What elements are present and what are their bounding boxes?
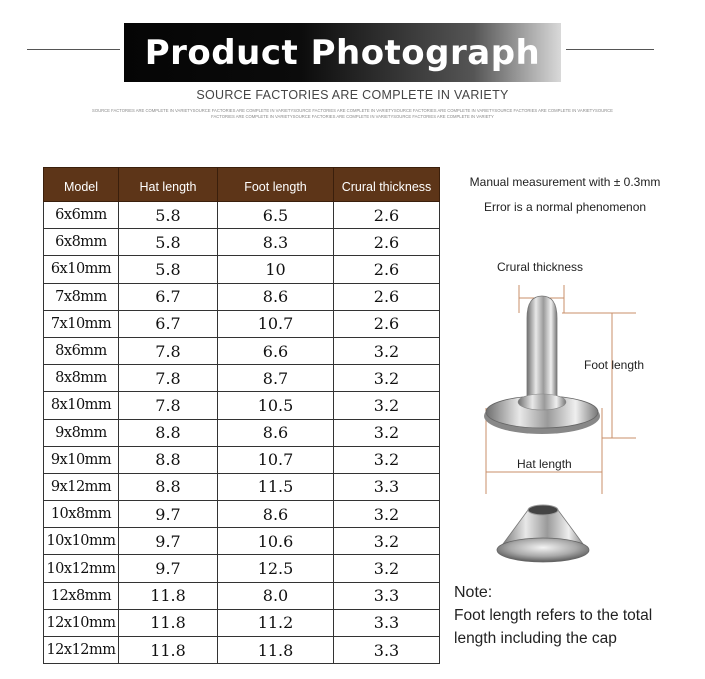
cell-crural-thickness: 2.6 bbox=[334, 256, 440, 283]
cell-foot-length: 10.5 bbox=[218, 392, 334, 419]
cell-crural-thickness: 2.6 bbox=[334, 283, 440, 310]
table-row bbox=[44, 582, 440, 609]
cell-hat-length: 11.8 bbox=[119, 609, 218, 636]
cell-model: 12x10mm bbox=[44, 609, 119, 636]
table-row bbox=[44, 555, 440, 582]
cell-hat-length: 5.8 bbox=[119, 202, 218, 229]
measurement-note-line-1: Manual measurement with ± 0.3mm bbox=[469, 175, 661, 189]
cell-model: 9x12mm bbox=[44, 473, 119, 500]
cell-model: 7x8mm bbox=[44, 283, 119, 310]
cell-crural-thickness: 2.6 bbox=[334, 229, 440, 256]
cell-model: 10x8mm bbox=[44, 501, 119, 528]
cell-crural-thickness: 3.2 bbox=[334, 337, 440, 364]
cell-hat-length: 8.8 bbox=[119, 446, 218, 473]
page-title: Product Photograph bbox=[144, 32, 541, 73]
cell-model: 12x12mm bbox=[44, 637, 119, 664]
hat-length-label: Hat length bbox=[517, 457, 572, 471]
table-header-row bbox=[44, 168, 440, 202]
table-row bbox=[44, 256, 440, 283]
table-row bbox=[44, 609, 440, 636]
title-rule-left bbox=[27, 49, 120, 50]
cell-foot-length: 8.6 bbox=[218, 283, 334, 310]
cell-foot-length: 10.6 bbox=[218, 528, 334, 555]
fine-print-line-1: SOURCE FACTORIES ARE COMPLETE IN VARIETYSOURCE FACTORIES ARE COMPLETE IN VARIETYSOURCE FACTORIES ARE COMPLETE IN VARIETYSOURCE FACTORIES ARE COMPLETE IN VARIETYSOURCE FACTORIES ARE COMPLETE IN VARIETYSOURCE bbox=[92, 108, 613, 113]
cell-hat-length: 8.8 bbox=[119, 473, 218, 500]
fine-print-line-2: FACTORIES ARE COMPLETE IN VARIETYSOURCE FACTORIES ARE COMPLETE IN VARIETYSOURCE FACTORIES ARE COMPLETE IN VARIETY bbox=[211, 114, 494, 119]
subtitle: SOURCE FACTORIES ARE COMPLETE IN VARIETY bbox=[196, 88, 509, 102]
cell-foot-length: 8.7 bbox=[218, 365, 334, 392]
cell-crural-thickness: 2.6 bbox=[334, 310, 440, 337]
cell-hat-length: 8.8 bbox=[119, 419, 218, 446]
column-header-crural-thickness: Crural thickness bbox=[334, 168, 440, 202]
cell-foot-length: 6.5 bbox=[218, 202, 334, 229]
crural-thickness-label: Crural thickness bbox=[497, 260, 584, 274]
cell-hat-length: 7.8 bbox=[119, 365, 218, 392]
column-header-model: Model bbox=[44, 168, 119, 202]
cell-hat-length: 11.8 bbox=[119, 637, 218, 664]
cell-hat-length: 7.8 bbox=[119, 392, 218, 419]
cell-foot-length: 10 bbox=[218, 256, 334, 283]
cell-foot-length: 12.5 bbox=[218, 555, 334, 582]
cell-model: 8x8mm bbox=[44, 365, 119, 392]
cell-foot-length: 11.2 bbox=[218, 609, 334, 636]
cell-hat-length: 9.7 bbox=[119, 528, 218, 555]
cell-crural-thickness: 3.2 bbox=[334, 528, 440, 555]
cell-model: 8x6mm bbox=[44, 337, 119, 364]
spec-table bbox=[43, 167, 440, 664]
table-row bbox=[44, 473, 440, 500]
cell-hat-length: 7.8 bbox=[119, 337, 218, 364]
cell-crural-thickness: 3.3 bbox=[334, 609, 440, 636]
column-header-hat-length: Hat length bbox=[119, 168, 218, 202]
table-row bbox=[44, 283, 440, 310]
cell-hat-length: 5.8 bbox=[119, 256, 218, 283]
rivet-illustration bbox=[470, 258, 670, 578]
cell-model: 7x10mm bbox=[44, 310, 119, 337]
note-line-1: Foot length refers to the total bbox=[454, 607, 653, 624]
cell-model: 6x8mm bbox=[44, 229, 119, 256]
rivet-cap bbox=[497, 505, 589, 562]
cell-crural-thickness: 3.2 bbox=[334, 555, 440, 582]
cell-crural-thickness: 3.3 bbox=[334, 637, 440, 664]
cell-crural-thickness: 3.3 bbox=[334, 582, 440, 609]
column-header-foot-length: Foot length bbox=[218, 168, 334, 202]
foot-length-label: Foot length bbox=[584, 358, 645, 372]
cell-foot-length: 8.6 bbox=[218, 419, 334, 446]
cell-foot-length: 10.7 bbox=[218, 310, 334, 337]
note-body bbox=[454, 604, 704, 650]
table-row bbox=[44, 419, 440, 446]
cell-crural-thickness: 3.2 bbox=[334, 446, 440, 473]
cell-foot-length: 6.6 bbox=[218, 337, 334, 364]
table-row bbox=[44, 310, 440, 337]
cell-crural-thickness: 3.2 bbox=[334, 392, 440, 419]
cell-crural-thickness: 3.2 bbox=[334, 501, 440, 528]
table-row bbox=[44, 528, 440, 555]
cell-hat-length: 9.7 bbox=[119, 501, 218, 528]
cell-hat-length: 6.7 bbox=[119, 283, 218, 310]
cell-foot-length: 11.5 bbox=[218, 473, 334, 500]
cell-crural-thickness: 2.6 bbox=[334, 202, 440, 229]
table-row bbox=[44, 202, 440, 229]
cell-crural-thickness: 3.2 bbox=[334, 365, 440, 392]
cell-foot-length: 11.8 bbox=[218, 637, 334, 664]
cell-crural-thickness: 3.3 bbox=[334, 473, 440, 500]
rivet-flange bbox=[484, 394, 600, 434]
note-line-2: length including the cap bbox=[454, 630, 617, 647]
cell-model: 9x10mm bbox=[44, 446, 119, 473]
measurement-note-line-2: Error is a normal phenomenon bbox=[483, 200, 647, 214]
note-heading: Note: bbox=[454, 584, 493, 601]
cell-model: 8x10mm bbox=[44, 392, 119, 419]
cell-model: 6x6mm bbox=[44, 202, 119, 229]
table-row bbox=[44, 392, 440, 419]
cell-model: 6x10mm bbox=[44, 256, 119, 283]
cell-model: 12x8mm bbox=[44, 582, 119, 609]
cell-foot-length: 10.7 bbox=[218, 446, 334, 473]
cell-hat-length: 6.7 bbox=[119, 310, 218, 337]
cell-hat-length: 11.8 bbox=[119, 582, 218, 609]
cell-foot-length: 8.0 bbox=[218, 582, 334, 609]
table-row bbox=[44, 365, 440, 392]
cell-foot-length: 8.3 bbox=[218, 229, 334, 256]
cell-foot-length: 8.6 bbox=[218, 501, 334, 528]
cell-hat-length: 9.7 bbox=[119, 555, 218, 582]
cell-model: 10x12mm bbox=[44, 555, 119, 582]
table-row bbox=[44, 446, 440, 473]
title-banner bbox=[124, 23, 561, 82]
cell-model: 10x10mm bbox=[44, 528, 119, 555]
cell-crural-thickness: 3.2 bbox=[334, 419, 440, 446]
table-row bbox=[44, 637, 440, 664]
table-row bbox=[44, 501, 440, 528]
table-row bbox=[44, 229, 440, 256]
cell-hat-length: 5.8 bbox=[119, 229, 218, 256]
rivet-diagram bbox=[470, 258, 670, 578]
rivet-shank bbox=[527, 296, 557, 398]
table-row bbox=[44, 337, 440, 364]
cell-model: 9x8mm bbox=[44, 419, 119, 446]
title-rule-right bbox=[566, 49, 654, 50]
table-body bbox=[44, 202, 440, 664]
